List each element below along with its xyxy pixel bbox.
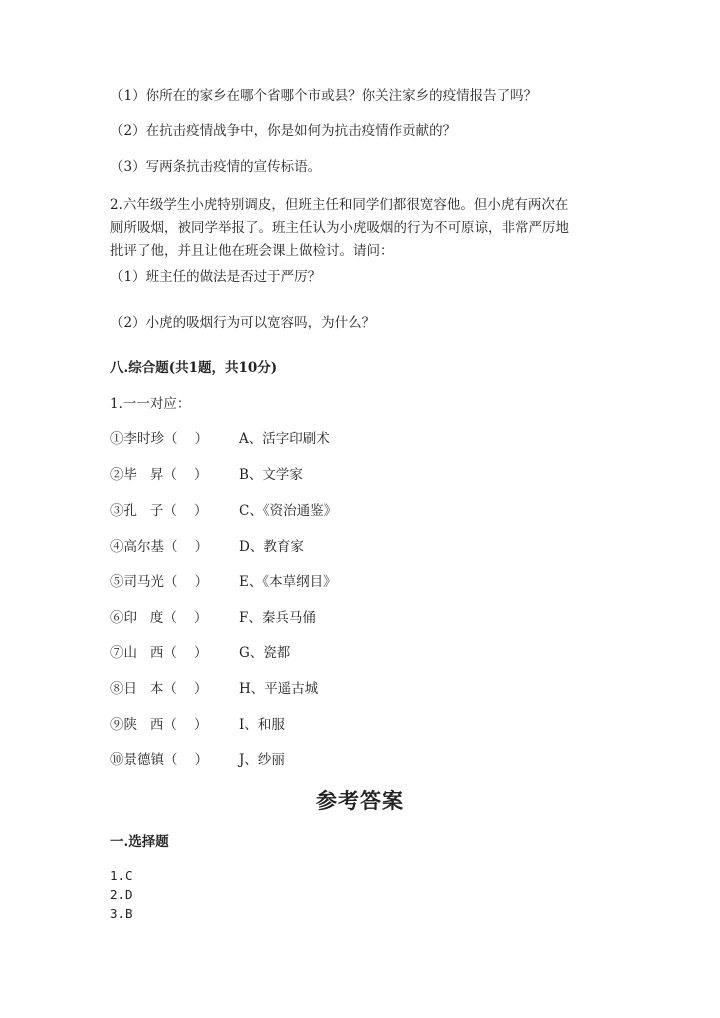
answer-key-title: 参考答案 <box>316 788 404 813</box>
question-sub-3: （3）写两条抗击疫情的宣传标语。 <box>110 159 322 175</box>
match-right: D、教育家 <box>239 539 304 555</box>
match-right: C、《资治通鉴》 <box>239 503 338 519</box>
matching-question-label: 1.一一对应： <box>110 396 191 412</box>
answer-item: 3.B <box>110 906 133 921</box>
section-8-heading: 八.综合题(共1题，共10分) <box>110 360 278 376</box>
match-row <box>110 643 510 663</box>
match-right: J、纱丽 <box>239 752 285 768</box>
match-row <box>110 537 510 557</box>
match-row <box>110 608 510 628</box>
match-left: ③孔 子（ ） <box>110 503 208 519</box>
paragraph-line: 批评了他，并且让他在班会课上做检讨。请问： <box>110 243 394 259</box>
answer-section-1-heading: 一.选择题 <box>110 834 169 850</box>
match-row <box>110 679 510 699</box>
match-left: ⑩景德镇（ ） <box>110 752 209 768</box>
match-right: F、秦兵马俑 <box>239 610 316 626</box>
match-left: ⑧日 本（ ） <box>110 681 208 697</box>
match-right: B、文学家 <box>239 467 303 483</box>
match-row <box>110 715 510 735</box>
question-2-paragraph <box>110 194 610 263</box>
match-left: ⑨陕 西（ ） <box>110 717 208 733</box>
match-row <box>110 429 510 449</box>
match-right: H、平遥古城 <box>239 681 319 697</box>
question-sub-2: （2）在抗击疫情战争中，你是如何为抗击疫情作贡献的？ <box>110 123 457 139</box>
match-left: ②毕 昇（ ） <box>110 467 208 483</box>
match-row <box>110 750 510 770</box>
question-2-sub-1: （1）班主任的做法是否过于严厉？ <box>110 269 322 285</box>
paragraph-line: 2.六年级学生小虎特别调皮，但班主任和同学们都很宽容他。但小虎有两次在 <box>110 197 569 213</box>
answer-item: 1.C <box>110 868 133 883</box>
match-right: E、《本草纲目》 <box>239 574 337 590</box>
match-left: ⑥印 度（ ） <box>110 610 208 626</box>
match-row <box>110 572 510 592</box>
match-left: ⑤司马光（ ） <box>110 574 209 590</box>
paragraph-line: 厕所吸烟，被同学举报了。班主任认为小虎吸烟的行为不可原谅，非常严厉地 <box>110 220 569 236</box>
match-right: G、瓷都 <box>239 645 291 661</box>
question-sub-1: （1）你所在的家乡在哪个省哪个市或县？你关注家乡的疫情报告了吗？ <box>110 88 538 104</box>
answer-item: 2.D <box>110 887 133 902</box>
match-row <box>110 501 510 521</box>
match-right: I、和服 <box>239 717 285 733</box>
match-left: ①李时珍（ ） <box>110 431 209 447</box>
question-2-sub-2: （2）小虎的吸烟行为可以宽容吗，为什么？ <box>110 315 376 331</box>
match-left: ④高尔基（ ） <box>110 539 209 555</box>
match-row <box>110 465 510 485</box>
match-right: A、活字印刷术 <box>239 431 330 447</box>
match-left: ⑦山 西（ ） <box>110 645 208 661</box>
